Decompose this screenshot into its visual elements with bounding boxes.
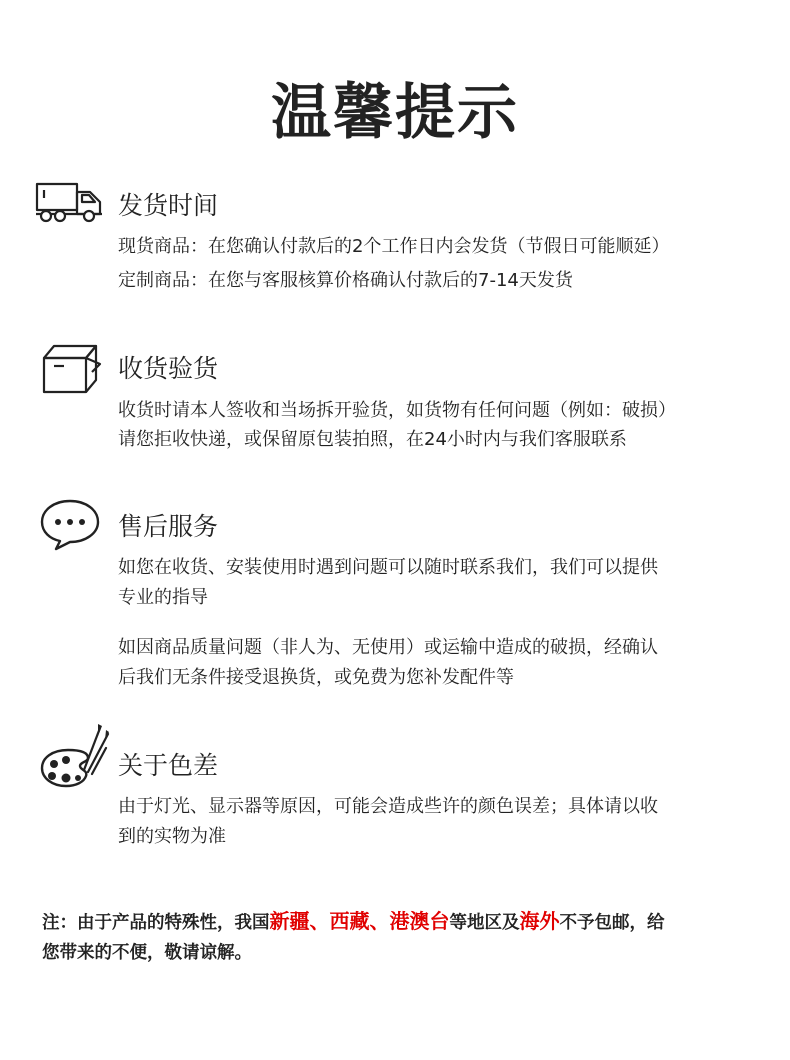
shipping-note-line2: 您带来的不便，敬请谅解。 xyxy=(42,943,252,963)
section-title: 售后服务 xyxy=(118,512,219,541)
section-text: 专业的指导 xyxy=(118,587,208,608)
palette-icon xyxy=(38,720,110,792)
section-text: 后我们无条件接受退换货，或免费为您补发配件等 xyxy=(118,667,514,688)
section-text: 到的实物为准 xyxy=(118,826,226,847)
truck-icon xyxy=(34,180,104,224)
page-title: 温馨提示 xyxy=(271,78,519,148)
section-title: 关于色差 xyxy=(118,751,219,780)
box-icon xyxy=(40,342,104,396)
section-text: 现货商品：在您确认付款后的2个工作日内会发货（节假日可能顺延） xyxy=(118,236,670,257)
section-text: 定制商品：在您与客服核算价格确认付款后的7-14天发货 xyxy=(118,270,573,291)
section-text: 如您在收货、安装使用时遇到问题可以随时联系我们，我们可以提供 xyxy=(118,557,658,578)
note-highlight-overseas: 海外 xyxy=(519,909,560,933)
chat-bubble-icon xyxy=(38,497,102,553)
section-text: 如因商品质量问题（非人为、无使用）或运输中造成的破损，经确认 xyxy=(118,637,658,658)
section-text: 请您拒收快递，或保留原包装拍照，在24小时内与我们客服联系 xyxy=(118,429,627,450)
section-text: 由于灯光、显示器等原因，可能会造成些许的颜色误差；具体请以收 xyxy=(118,796,658,817)
note-text: 注：由于产品的特殊性，我国 xyxy=(42,913,270,933)
note-text: 不予包邮，给 xyxy=(559,913,665,933)
section-title: 收货验货 xyxy=(118,354,219,383)
section-title: 发货时间 xyxy=(118,191,219,220)
section-text: 收货时请本人签收和当场拆开验货，如货物有任何问题（例如：破损） xyxy=(118,400,676,421)
note-highlight-regions: 新疆、西藏、港澳台 xyxy=(269,909,450,933)
note-text: 等地区及 xyxy=(449,913,520,933)
